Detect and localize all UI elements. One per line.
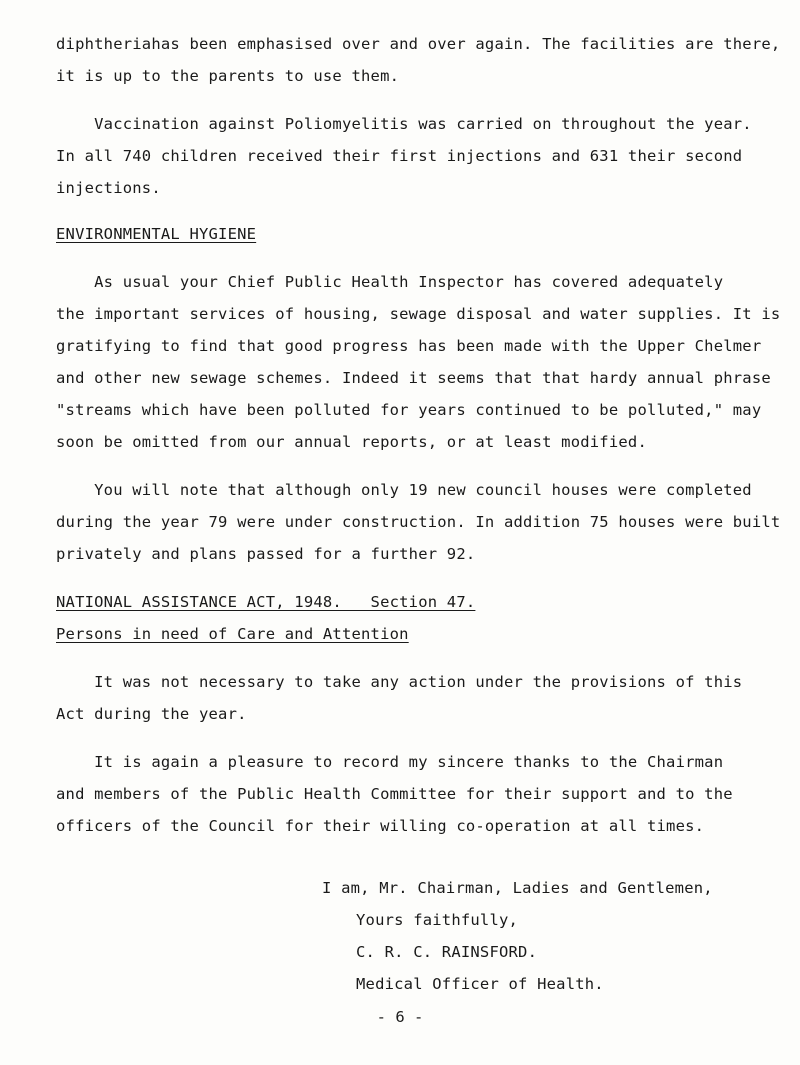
paragraph-hygiene-line-3: gratifying to find that good progress has been made with the Upper Chelmer (56, 337, 762, 355)
signatory-name: C. R. C. RAINSFORD. (356, 943, 538, 961)
paragraph-thanks-line-3: officers of the Council for their willing co-operation at all times. (56, 817, 705, 835)
paragraph-hygiene-line-2: the important services of housing, sewage disposal and water supplies. It is (56, 305, 781, 323)
paragraph-vaccination-line-1: Vaccination against Poliomyelitis was carried on throughout the year. (56, 115, 752, 133)
paragraph-vaccination-line-2: In all 740 children received their first injections and 631 their second (56, 147, 743, 165)
paragraph-diphtheria-line-1: diphtheriahas been emphasised over and over again. The facilities are there, (56, 35, 781, 53)
paragraph-hygiene-line-4: and other new sewage schemes. Indeed it seems that that hardy annual phrase (56, 369, 771, 387)
paragraph-vaccination-line-3: injections. (56, 179, 161, 197)
closing-valediction: Yours faithfully, (356, 911, 519, 929)
paragraph-housing-line-2: during the year 79 were under construction. In addition 75 houses were built (56, 513, 781, 531)
paragraph-thanks-line-2: and members of the Public Health Committee for their support and to the (56, 785, 733, 803)
paragraph-thanks-line-1: It is again a pleasure to record my sincere thanks to the Chairman (56, 753, 724, 771)
subheading-persons-in-need: Persons in need of Care and Attention (56, 625, 409, 643)
paragraph-hygiene-line-6: soon be omitted from our annual reports, or at least modified. (56, 433, 647, 451)
signatory-title: Medical Officer of Health. (356, 975, 604, 993)
heading-national-assistance-act: NATIONAL ASSISTANCE ACT, 1948. Section 47. (56, 593, 476, 611)
paragraph-hygiene-line-5: "streams which have been polluted for years continued to be polluted," may (56, 401, 762, 419)
paragraph-hygiene-line-1: As usual your Chief Public Health Inspector has covered adequately (56, 273, 724, 291)
paragraph-housing-line-1: You will note that although only 19 new council houses were completed (56, 481, 752, 499)
page-number: - 6 - (376, 1008, 424, 1026)
closing-salutation: I am, Mr. Chairman, Ladies and Gentlemen, (322, 879, 713, 897)
paragraph-no-action-line-1: It was not necessary to take any action under the provisions of this (56, 673, 743, 691)
heading-environmental-hygiene: ENVIRONMENTAL HYGIENE (56, 225, 257, 243)
paragraph-diphtheria-line-2: it is up to the parents to use them. (56, 67, 400, 85)
paragraph-no-action-line-2: Act during the year. (56, 705, 247, 723)
paragraph-housing-line-3: privately and plans passed for a further 92. (56, 545, 476, 563)
